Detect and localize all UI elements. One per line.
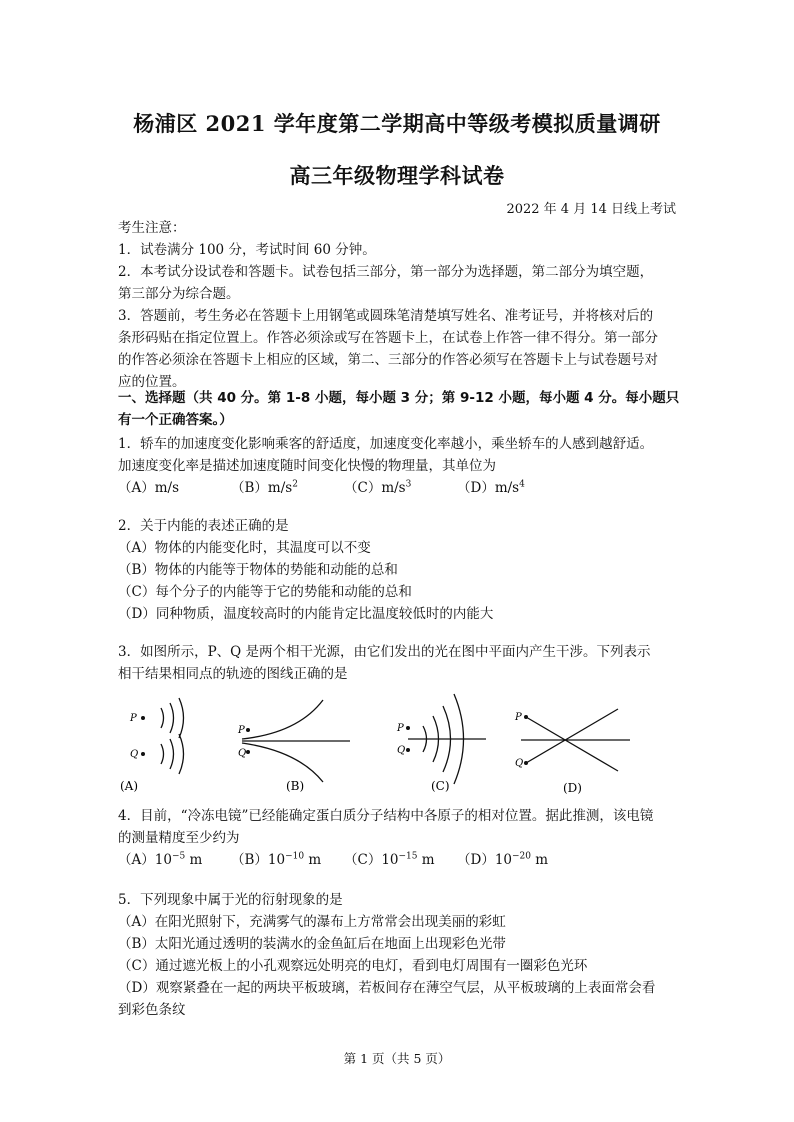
figure-d bbox=[514, 709, 630, 795]
wave-front bbox=[179, 734, 184, 774]
question-1 bbox=[118, 433, 684, 499]
question-3-stem-line-2: 相干结果相同点的轨迹的图线正确的是 bbox=[118, 666, 348, 682]
question-1-stem-line-2: 加速度变化率是描述加速度随时间变化快慢的物理量，其单位为 bbox=[118, 458, 496, 474]
interference-curve bbox=[242, 743, 323, 782]
option-a-exponent: −5 bbox=[171, 851, 186, 862]
question-5-stem: 5．下列现象中属于光的衍射现象的是 bbox=[118, 892, 343, 908]
question-4-option-d bbox=[457, 849, 570, 871]
option-a-unit: m bbox=[185, 852, 203, 868]
notice-item-3-line-1: 3．答题前，考生务必在答题卡上用钢笔或圆珠笔清楚填写姓名、准考证号，并将核对后的 bbox=[118, 308, 654, 324]
question-5-option-b: （B）太阳光通过透明的装满水的金鱼缸后在地面上出现彩色光带 bbox=[118, 936, 506, 952]
question-2 bbox=[118, 515, 684, 625]
figure-c-label-q: Q bbox=[397, 745, 406, 756]
question-5 bbox=[118, 889, 684, 1021]
question-5-option-d-line-2: 到彩色条纹 bbox=[118, 1002, 186, 1018]
figure-a-label-q: Q bbox=[130, 749, 139, 760]
option-d-exponent: −20 bbox=[512, 851, 532, 862]
option-c-text: （C）10 bbox=[344, 852, 399, 868]
interference-line bbox=[526, 717, 618, 771]
question-2-option-c: （C）每个分子的内能等于它的势能和动能的总和 bbox=[118, 584, 412, 600]
section-1-heading-line-1: 一、选择题（共 40 分。第 1-8 小题，每小题 3 分；第 9-12 小题，每小题 4 分。每小题只 bbox=[118, 390, 680, 406]
interference-line bbox=[526, 709, 618, 763]
source-p-dot bbox=[246, 728, 250, 732]
question-2-option-b: （B）物体的内能等于物体的势能和动能的总和 bbox=[118, 562, 398, 578]
option-d-text: （D）10 bbox=[457, 852, 513, 868]
exam-date: 2022 年 4 月 14 日线上考试 bbox=[506, 202, 676, 217]
interference-diagrams bbox=[118, 688, 698, 798]
option-d-text: （D）m/s bbox=[457, 480, 520, 496]
notice-item-3-line-4: 应的位置。 bbox=[118, 374, 186, 390]
wave-front bbox=[170, 739, 174, 769]
question-5-option-a: （A）在阳光照射下，充满雾气的瀑布上方常常会出现美丽的彩虹 bbox=[118, 914, 506, 930]
option-d-exponent: 4 bbox=[519, 479, 525, 490]
source-p-dot bbox=[406, 726, 410, 730]
question-4-option-c bbox=[344, 849, 457, 871]
figure-a bbox=[120, 698, 184, 793]
figure-b-label-q: Q bbox=[238, 748, 247, 759]
wave-front bbox=[179, 698, 184, 738]
question-4 bbox=[118, 805, 684, 871]
notice-item-3-line-2: 条形码贴在指定位置上。作答必须涂或写在答题卡上，在试卷上作答一律不得分。第一部分 bbox=[118, 330, 658, 346]
section-1-heading bbox=[118, 387, 684, 431]
wave-front bbox=[170, 703, 174, 733]
question-5-option-d-line-1: （D）观察紧叠在一起的两块平板玻璃，若板间存在薄空气层，从平板玻璃的上表面常会看 bbox=[118, 980, 656, 996]
question-4-option-b bbox=[231, 849, 344, 871]
wave-front bbox=[161, 744, 164, 764]
option-b-text: （B）10 bbox=[231, 852, 286, 868]
figure-c-caption: (C) bbox=[431, 779, 450, 793]
figure-a-caption: (A) bbox=[120, 779, 139, 793]
option-b-unit: m bbox=[304, 852, 322, 868]
question-4-options bbox=[118, 849, 684, 871]
figure-b-label-p: P bbox=[238, 725, 245, 736]
question-1-option-a bbox=[118, 477, 231, 499]
question-1-option-b bbox=[231, 477, 344, 499]
notice-block bbox=[118, 217, 684, 393]
option-a-text: （A）m/s bbox=[118, 480, 180, 496]
option-c-exponent: 3 bbox=[405, 479, 412, 490]
notice-heading: 考生注意： bbox=[118, 220, 186, 236]
question-1-options bbox=[118, 477, 684, 499]
question-3-figures bbox=[118, 688, 698, 798]
notice-item-1: 1．试卷满分 100 分，考试时间 60 分钟。 bbox=[118, 242, 376, 258]
source-q-dot bbox=[141, 752, 145, 756]
option-b-exponent: −10 bbox=[285, 851, 305, 862]
source-q-dot bbox=[406, 748, 410, 752]
option-a-text: （A）10 bbox=[118, 852, 172, 868]
section-1-heading-line-2: 有一个正确答案。） bbox=[118, 412, 233, 428]
figure-c bbox=[396, 694, 486, 793]
notice-item-2-line-2: 第三部分为综合题。 bbox=[118, 286, 240, 302]
figure-d-label-q: Q bbox=[515, 758, 524, 769]
exam-title: 杨浦区 2021 学年度第二学期高中等级考模拟质量调研 bbox=[133, 111, 661, 136]
option-c-unit: m bbox=[417, 852, 435, 868]
wave-front bbox=[161, 708, 164, 728]
option-b-text: （B）m/s bbox=[231, 480, 293, 496]
option-c-text: （C）m/s bbox=[344, 480, 406, 496]
question-4-stem-line-1: 4．目前，“冷冻电镜”已经能确定蛋白质分子结构中各原子的相对位置。据此推测，该电镜 bbox=[118, 808, 654, 824]
figure-c-label-p: P bbox=[397, 723, 404, 734]
question-1-stem-line-1: 1．轿车的加速度变化影响乘客的舒适度，加速度变化率越小，乘坐轿车的人感到越舒适。 bbox=[118, 436, 654, 452]
figure-b-caption: (B) bbox=[286, 779, 305, 793]
question-1-option-c bbox=[344, 477, 457, 499]
question-4-option-a bbox=[118, 849, 231, 871]
question-3-stem-line-1: 3．如图所示，P、Q 是两个相干光源，由它们发出的光在图中平面内产生干涉。下列表示 bbox=[118, 644, 651, 660]
notice-item-3-line-3: 的作答必须涂在答题卡上相应的区域，第二、三部分的作答必须写在答题卡上与试卷题号对 bbox=[118, 352, 658, 368]
question-1-option-d bbox=[457, 477, 570, 499]
option-b-exponent: 2 bbox=[292, 479, 298, 490]
figure-a-label-p: P bbox=[130, 713, 137, 724]
option-c-exponent: −15 bbox=[398, 851, 418, 862]
page-footer: 第 1 页（共 5 页） bbox=[343, 1051, 451, 1066]
question-5-option-c: （C）通过遮光板上的小孔观察远处明亮的电灯，看到电灯周围有一圈彩色光环 bbox=[118, 958, 588, 974]
source-q-dot bbox=[246, 750, 250, 754]
question-2-option-d: （D）同种物质，温度较高时的内能肯定比温度较低时的内能大 bbox=[118, 606, 494, 622]
figure-d-caption: (D) bbox=[563, 781, 582, 795]
exam-subtitle: 高三年级物理学科试卷 bbox=[289, 163, 505, 188]
option-d-unit: m bbox=[531, 852, 549, 868]
question-2-option-a: （A）物体的内能变化时，其温度可以不变 bbox=[118, 540, 371, 556]
interference-curve bbox=[242, 700, 323, 739]
figure-d-label-p: P bbox=[515, 712, 522, 723]
question-3 bbox=[118, 641, 684, 685]
figure-b bbox=[237, 700, 350, 793]
question-4-stem-line-2: 的测量精度至少约为 bbox=[118, 830, 240, 846]
source-p-dot bbox=[141, 716, 145, 720]
question-2-stem: 2．关于内能的表述正确的是 bbox=[118, 518, 289, 534]
notice-item-2-line-1: 2．本考试分设试卷和答题卡。试卷包括三部分，第一部分为选择题，第二部分为填空题， bbox=[118, 264, 654, 280]
